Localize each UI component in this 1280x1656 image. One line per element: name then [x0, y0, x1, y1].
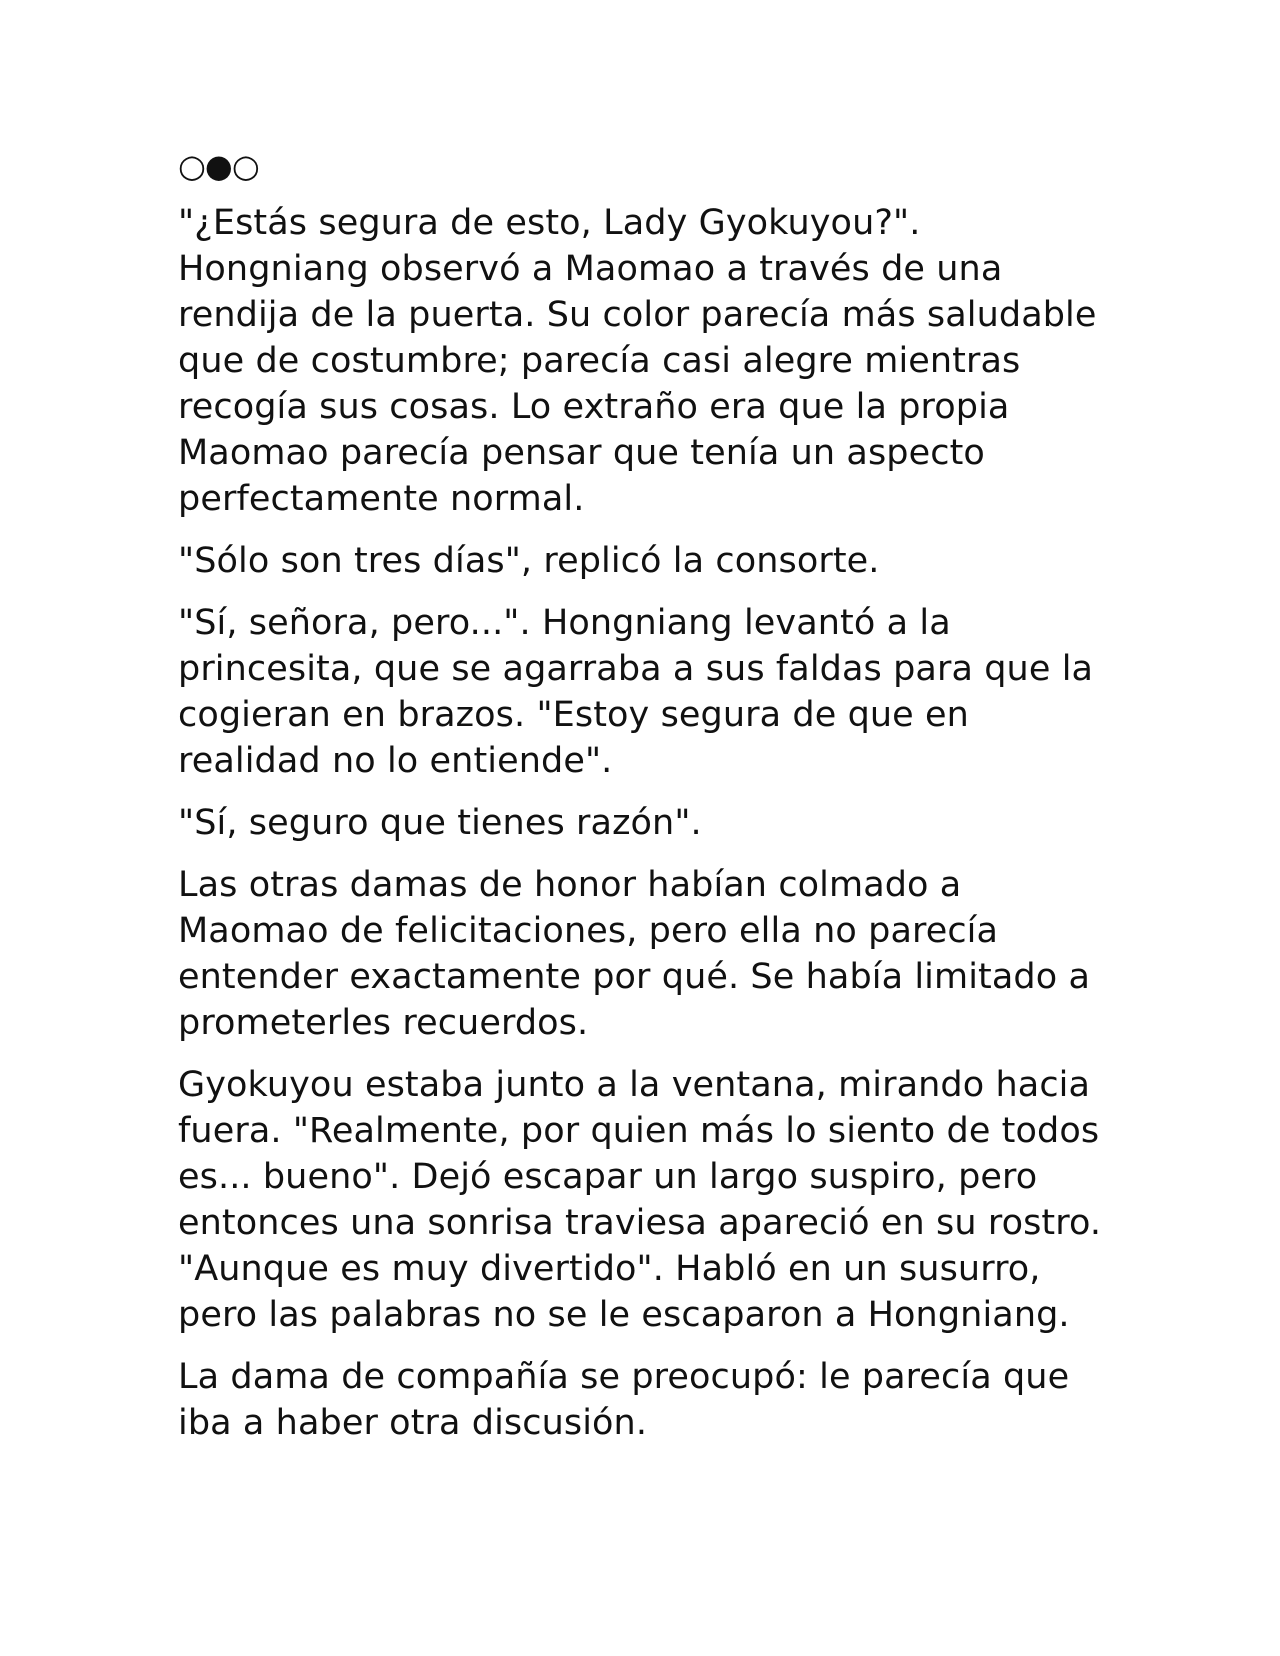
document-page: [178, 147, 1108, 1462]
paragraph: La dama de compañía se preocupó: le parecía que iba a haber otra discusión.: [178, 1357, 1070, 1443]
paragraph: Gyokuyou estaba junto a la ventana, mirando hacia fuera. "Realmente, por quien más lo siento de todos es... bueno". Dejó escapar un largo suspiro, pero entonces una sonrisa traviesa apareció en su rostro. "Aunque es muy divertido". Habló en un susurro, pero las palabras no se le escaparon a Hongniang.: [178, 1065, 1102, 1335]
paragraph: "Sí, seguro que tienes razón".: [178, 803, 702, 843]
section-separator: ○●○: [178, 147, 259, 185]
paragraph: "Sí, señora, pero...". Hongniang levantó a la princesita, que se agarraba a sus faldas para que la cogieran en brazos. "Estoy segura de que en realidad no lo entiende".: [178, 603, 1094, 781]
paragraph: "Sólo son tres días", replicó la consorte.: [178, 541, 880, 581]
paragraph: Las otras damas de honor habían colmado a Maomao de felicitaciones, pero ella no parecía entender exactamente por qué. Se había limitado a prometerles recuerdos.: [178, 865, 1090, 1043]
paragraph: "¿Estás segura de esto, Lady Gyokuyou?". Hongniang observó a Maomao a través de una rendija de la puerta. Su color parecía más saludable que de costumbre; parecía casi alegre mientras recogía sus cosas. Lo extraño era que la propia Maomao parecía pensar que tenía un aspecto perfectamente normal.: [178, 203, 1097, 519]
